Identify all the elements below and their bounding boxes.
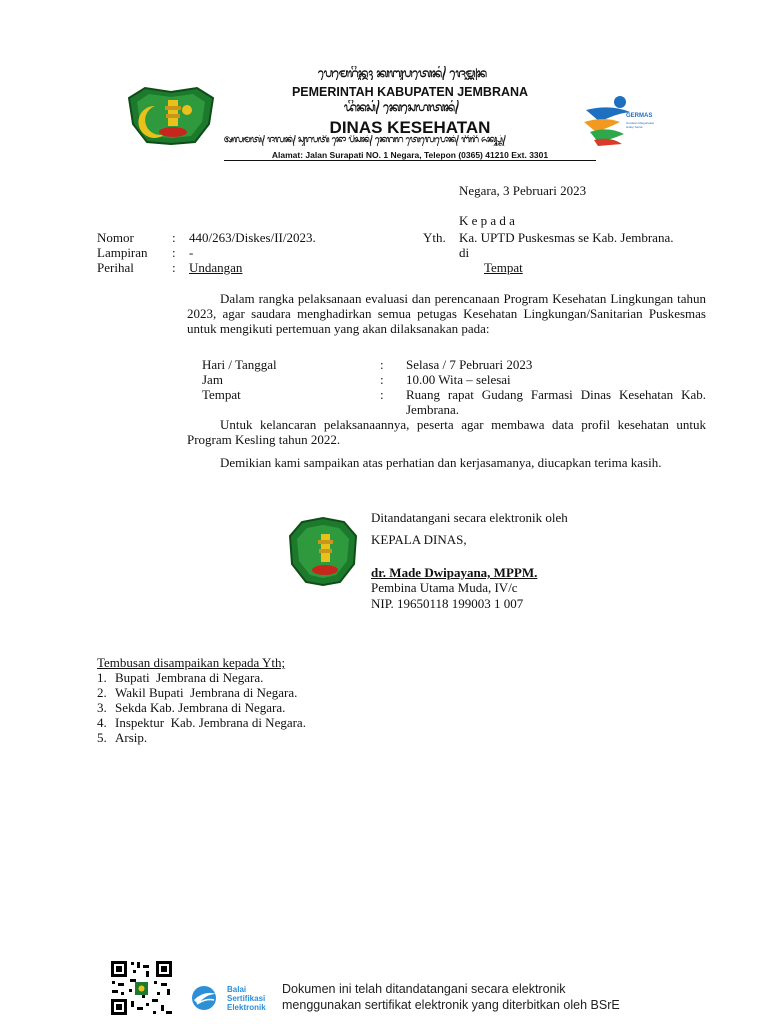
tembusan-item: Bupati Jembrana di Negara. bbox=[115, 670, 264, 685]
meta-sep: : bbox=[172, 245, 176, 260]
balinese-header-line: ᬧᬾᬫᬾᬭᬶᬦ᭄ᬢᬄ ᬓᬩᬸᬧᬢᬾᬦ᭄ ᬚᬾᬫ᭄ᬩ᭄ᬭᬦ bbox=[318, 66, 487, 80]
office-address: Alamat: Jalan Surapati NO. 1 Negara, Telepon (0365) 41210 Ext. 3301 bbox=[271, 150, 549, 160]
tembusan-heading: Tembusan disampaikan kepada Yth; bbox=[97, 655, 286, 670]
body-paragraph-3-text: Demikian kami sampaikan atas perhatian dan kerjasamanya, diucapkan terima kasih. bbox=[220, 455, 662, 470]
tembusan-item: Arsip. bbox=[115, 730, 148, 745]
letterhead-divider bbox=[224, 160, 596, 161]
meta-value-lampiran: - bbox=[189, 245, 194, 260]
jembrana-emblem-icon bbox=[125, 84, 217, 146]
germas-tagline: Gerakan Masyarakat Hidup Sehat bbox=[626, 121, 654, 129]
bsre-name-line3: Elektronik bbox=[227, 1003, 266, 1012]
tembusan-item-number: 1. bbox=[97, 670, 107, 685]
schedule-value-place: Ruang rapat Gudang Farmasi Dinas Kesehatan Kab. Jembrana. bbox=[406, 387, 706, 417]
e-sign-notice-line1: Dokumen ini telah ditandatangani secara elektronik bbox=[282, 982, 566, 996]
recipient-place: Tempat bbox=[484, 260, 523, 275]
body-paragraph-3 bbox=[187, 455, 706, 470]
schedule-label-time: Jam bbox=[202, 372, 223, 387]
qr-code-icon[interactable] bbox=[109, 959, 174, 1017]
germas-label: GERMAS bbox=[626, 113, 653, 119]
yth-label: Yth. bbox=[423, 230, 446, 245]
bsre-name-line1: Balai bbox=[227, 985, 247, 994]
signer-name: dr. Made Dwipayana, MPPM. bbox=[371, 565, 538, 580]
recipient-di: di bbox=[459, 245, 470, 260]
meta-value-perihal: Undangan bbox=[189, 260, 243, 275]
signer-nip: NIP. 19650118 199003 1 007 bbox=[371, 596, 524, 611]
tembusan-item: Inspektur Kab. Jembrana di Negara. bbox=[115, 715, 306, 730]
e-sign-notice-line2: menggunakan sertifikat elektronik yang diterbitkan oleh BSrE bbox=[282, 998, 620, 1012]
body-paragraph-2-text: Untuk kelancaran pelaksanaannya, peserta agar membawa data profil kesehatan untuk Program Kesling tahun 2022. bbox=[187, 417, 706, 447]
signer-rank: Pembina Utama Muda, IV/c bbox=[371, 580, 518, 595]
tembusan-item-number: 2. bbox=[97, 685, 107, 700]
meta-sep: : bbox=[172, 230, 176, 245]
jembrana-seal-icon bbox=[284, 514, 362, 588]
meta-label-lampiran: Lampiran bbox=[97, 245, 148, 260]
tembusan-item-number: 4. bbox=[97, 715, 107, 730]
germas-logo-icon bbox=[580, 92, 652, 148]
schedule-label-day: Hari / Tanggal bbox=[202, 357, 277, 372]
tembusan-item: Sekda Kab. Jembrana di Negara. bbox=[115, 700, 286, 715]
meta-label-nomor: Nomor bbox=[97, 230, 134, 245]
letter-date: Negara, 3 Pebruari 2023 bbox=[459, 183, 587, 198]
tembusan-item-number: 3. bbox=[97, 700, 107, 715]
agency-name: DINAS KESEHATAN bbox=[329, 118, 491, 137]
schedule-sep: : bbox=[380, 372, 384, 387]
body-paragraph-1-text: Dalam rangka pelaksanaan evaluasi dan perencanaan Program Kesehatan Lingkungan tahun 2023, agar saudara menghadirkan semua petugas Kesehatan Lingkungan/Sanitarian Puskesmas untuk mengikuti pertemuan yang akan dilaksanakan pada: bbox=[187, 291, 706, 336]
bsre-name-line2: Sertifikasi bbox=[227, 994, 266, 1003]
schedule-value-time: 10.00 Wita – selesai bbox=[406, 372, 511, 387]
kepada-label: K e p a d a bbox=[459, 213, 515, 228]
signature-position: KEPALA DINAS, bbox=[371, 532, 467, 547]
schedule-value-day: Selasa / 7 Pebruari 2023 bbox=[406, 357, 533, 372]
schedule-label-place: Tempat bbox=[202, 387, 241, 402]
recipient-name: Ka. UPTD Puskesmas se Kab. Jembrana. bbox=[459, 230, 674, 245]
balinese-agency-line: ᬤᬶᬦᬲ᭄ ᬓᬾᬲᬾᬳᬢᬦ᭄ bbox=[344, 100, 459, 114]
meta-sep: : bbox=[172, 260, 176, 275]
body-paragraph-1 bbox=[187, 291, 706, 336]
bsre-logo-icon bbox=[188, 984, 224, 1012]
schedule-sep: : bbox=[380, 357, 384, 372]
government-name: PEMERINTAH KABUPATEN JEMBRANA bbox=[291, 85, 529, 99]
meta-label-perihal: Perihal bbox=[97, 260, 134, 275]
signature-e-sign-note: Ditandatangani secara elektronik oleh bbox=[371, 510, 568, 525]
tembusan-item: Wakil Bupati Jembrana di Negara. bbox=[115, 685, 298, 700]
body-paragraph-2 bbox=[187, 417, 706, 447]
meta-value-nomor: 440/263/Diskes/II/2023. bbox=[189, 230, 316, 245]
balinese-address-line: ᬅᬮᬫᬢ᭄ ᬚᬮᬦ᭄ ᬲᬸᬭᬧᬢᬶ ᬦᭀ ᬧᬶᬲᬦ᭄ ᬦᬾᬕᬭ ᬢᬾᬮᬾᬧᭀᬦ᭄ ᬩᬶᬭᬶ ᬏᬓ᭄ᬲ᭄ᬢ᭄ bbox=[224, 135, 506, 145]
schedule-sep: : bbox=[380, 387, 384, 402]
tembusan-item-number: 5. bbox=[97, 730, 107, 745]
